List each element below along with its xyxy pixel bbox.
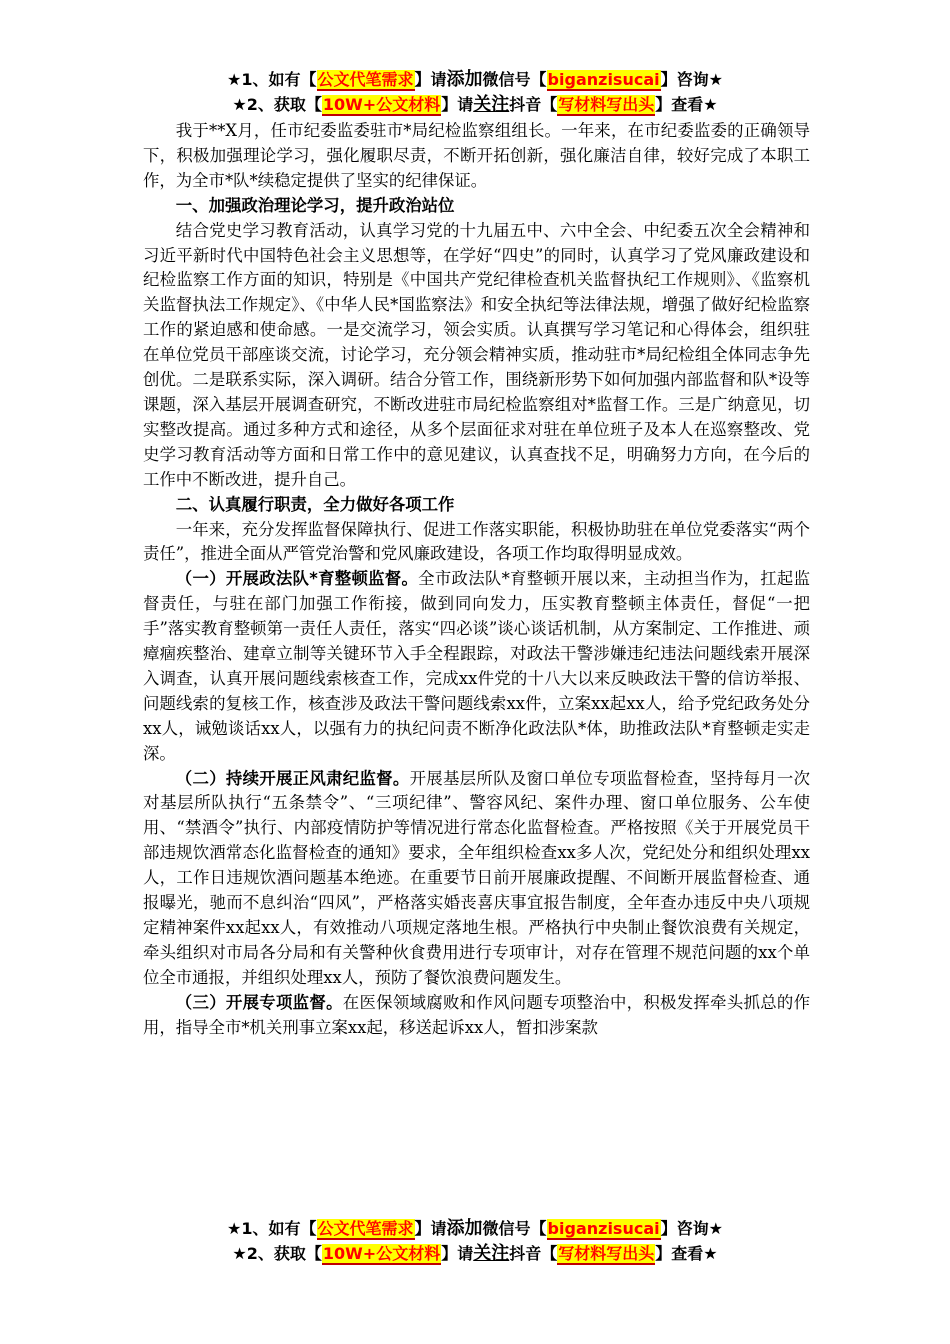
promo-text: 】请 (414, 70, 447, 89)
promo-text: 微信号【 (482, 1219, 547, 1238)
header-promo-line-2 (0, 94, 950, 116)
item-1-title: （一）开展政法队*育整顿监督。 (175, 569, 419, 589)
item-2-title: （二）持续开展正风肃纪监督。 (175, 768, 410, 788)
promo-emphasis: 关注 (473, 1243, 510, 1264)
promo-emphasis: 添加 (446, 69, 483, 90)
promo-emphasis: 添加 (446, 1218, 483, 1239)
header-promo-line-1 (0, 69, 950, 91)
promo-text: 微信号【 (482, 70, 547, 89)
promo-text: ★1、如有【 (227, 1219, 317, 1238)
item-2-body: 开展基层所队及窗口单位专项监督检查，坚持每月一次对基层所队执行“五条禁令”、“三项纪律”、警容风纪、案件办理、窗口单位服务、公车使用、“禁酒令”执行、内部疫情防护等情况进行常态化监督检查。严格按照《关于开展党员干部违规饮酒常态化监督检查的通知》要求，全年组织检查xx多人次，党纪处分和组织处理xx人，工作日违规饮酒问题基本绝迹。在重要节日前开展廉政提醒、不间断开展监督检查、通报曝光，驰而不息纠治“四风”，严格落实婚丧喜庆事宜报告制度，全年查办违反中央八项规定精神案件xx起xx人，有效推动八项规定落地生根。严格执行中央制止餐饮浪费有关规定，牵头组织对市局各分局和有关警种伙食费用进行专项审计，对存在管理不规范问题的xx个单位全市通报，并组织处理xx人，预防了餐饮浪费问题发生。 (143, 768, 811, 987)
footer-promo-line-2 (0, 1243, 950, 1265)
promo-text: 】咨询★ (660, 70, 723, 89)
promo-highlight: 10W+公文材料 (322, 95, 441, 114)
promo-text: 】咨询★ (660, 1219, 723, 1238)
promo-highlight: 公文代笔需求 (317, 1219, 414, 1238)
promo-text: 】查看★ (655, 95, 718, 114)
item-2-paragraph (143, 767, 810, 991)
promo-highlight: 公文代笔需求 (317, 70, 414, 89)
section-2-paragraph: 一年来，充分发挥监督保障执行、促进工作落实职能，积极协助驻在单位党委落实“两个责任”，推进全面从严管党治警和党风廉政建设，各项工作均取得明显成效。 (143, 519, 810, 564)
promo-text: 】查看★ (655, 1244, 718, 1263)
section-1-paragraph: 结合党史学习教育活动，认真学习党的十九届五中、六中全会、中纪委五次全会精神和习近平新时代中国特色社会主义思想等，在学好“四史”的同时，认真学习了党风廉政建设和纪检监察工作方面的知识，特别是《中国共产党纪律检查机关监督执纪工作规则》、《监察机关监督执法工作规定》、《中华人民*国监察法》和安全执纪等法律法规，增强了做好纪检监察工作的紧迫感和使命感。一是交流学习，领会实质。认真撰写学习笔记和心得体会，组织驻在单位党员干部座谈交流，讨论学习，充分领会精神实质，推动驻市*局纪检组全体同志争先创优。二是联系实际，深入调研。结合分管工作，围绕新形势下如何加强内部监督和队*设等课题，深入基层开展调查研究，不断改进驻市局纪检监察组对*监督工作。三是广纳意见，切实整改提高。通过多种方式和途径，从多个层面征求对驻在单位班子及本人在巡察整改、党史学习教育活动等方面和日常工作中的意见建议，认真查找不足，明确努力方向，在今后的工作中不断改进，提升自己。 (143, 220, 810, 489)
promo-highlight: 写材料写出头 (558, 1244, 655, 1263)
item-3-paragraph (143, 991, 810, 1041)
promo-text: ★2、获取【 (232, 1244, 322, 1263)
intro-paragraph: 我于**X月，任市纪委监委驻市*局纪检监察组组长。一年来，在市纪委监委的正确领导下，积极加强理论学习，强化履职尽责，不断开拓创新，强化廉洁自律，较好完成了本职工作，为全市*队*续稳定提供了坚实的纪律保证。 (143, 121, 810, 190)
section-heading-1: 一、加强政治理论学习，提升政治站位 (175, 195, 455, 215)
footer-promo-line-1 (0, 1218, 950, 1240)
promo-text: ★2、获取【 (232, 95, 322, 114)
item-3-body: 在医保领域腐败和作风问题专项整治中，积极发挥牵头抓总的作用，指导全市*机关刑事立案xx起，移送起诉xx人，暂扣涉案款 (143, 992, 811, 1037)
document-body (143, 119, 810, 1041)
promo-highlight: 10W+公文材料 (322, 1244, 441, 1263)
promo-text: ★1、如有【 (227, 70, 317, 89)
promo-text: 抖音【 (509, 95, 558, 114)
promo-highlight: 写材料写出头 (558, 95, 655, 114)
promo-highlight: biganzisucai (547, 70, 660, 89)
promo-text: 】请 (414, 1219, 447, 1238)
section-heading-2: 二、认真履行职责，全力做好各项工作 (175, 494, 455, 514)
promo-emphasis: 关注 (473, 94, 510, 115)
item-3-title: （三）开展专项监督。 (175, 992, 343, 1012)
promo-text: 】请 (441, 95, 474, 114)
promo-text: 】请 (441, 1244, 474, 1263)
promo-text: 抖音【 (509, 1244, 558, 1263)
promo-highlight: biganzisucai (547, 1219, 660, 1238)
item-1-paragraph (143, 567, 810, 766)
item-1-body: 全市政法队*育整顿开展以来，主动担当作为，扛起监督责任，与驻在部门加强工作衔接，做到同向发力，压实教育整顿主体责任，督促“一把手”落实教育整顿第一责任人责任，落实“四必谈”谈心谈话机制，从方案制定、工作推进、顽瘴痼疾整治、建章立制等关键环节入手全程跟踪，对政法干警涉嫌违纪违法问题线索开展深入调查，认真开展问题线索核查工作，完成xx件党的十八大以来反映政法干警的信访举报、问题线索的复核工作，核查涉及政法干警问题线索xx件，立案xx起xx人，给予党纪政务处分xx人，诫勉谈话xx人，以强有力的执纪问责不断净化政法队*体，助推政法队*育整顿走实走深。 (143, 569, 810, 763)
